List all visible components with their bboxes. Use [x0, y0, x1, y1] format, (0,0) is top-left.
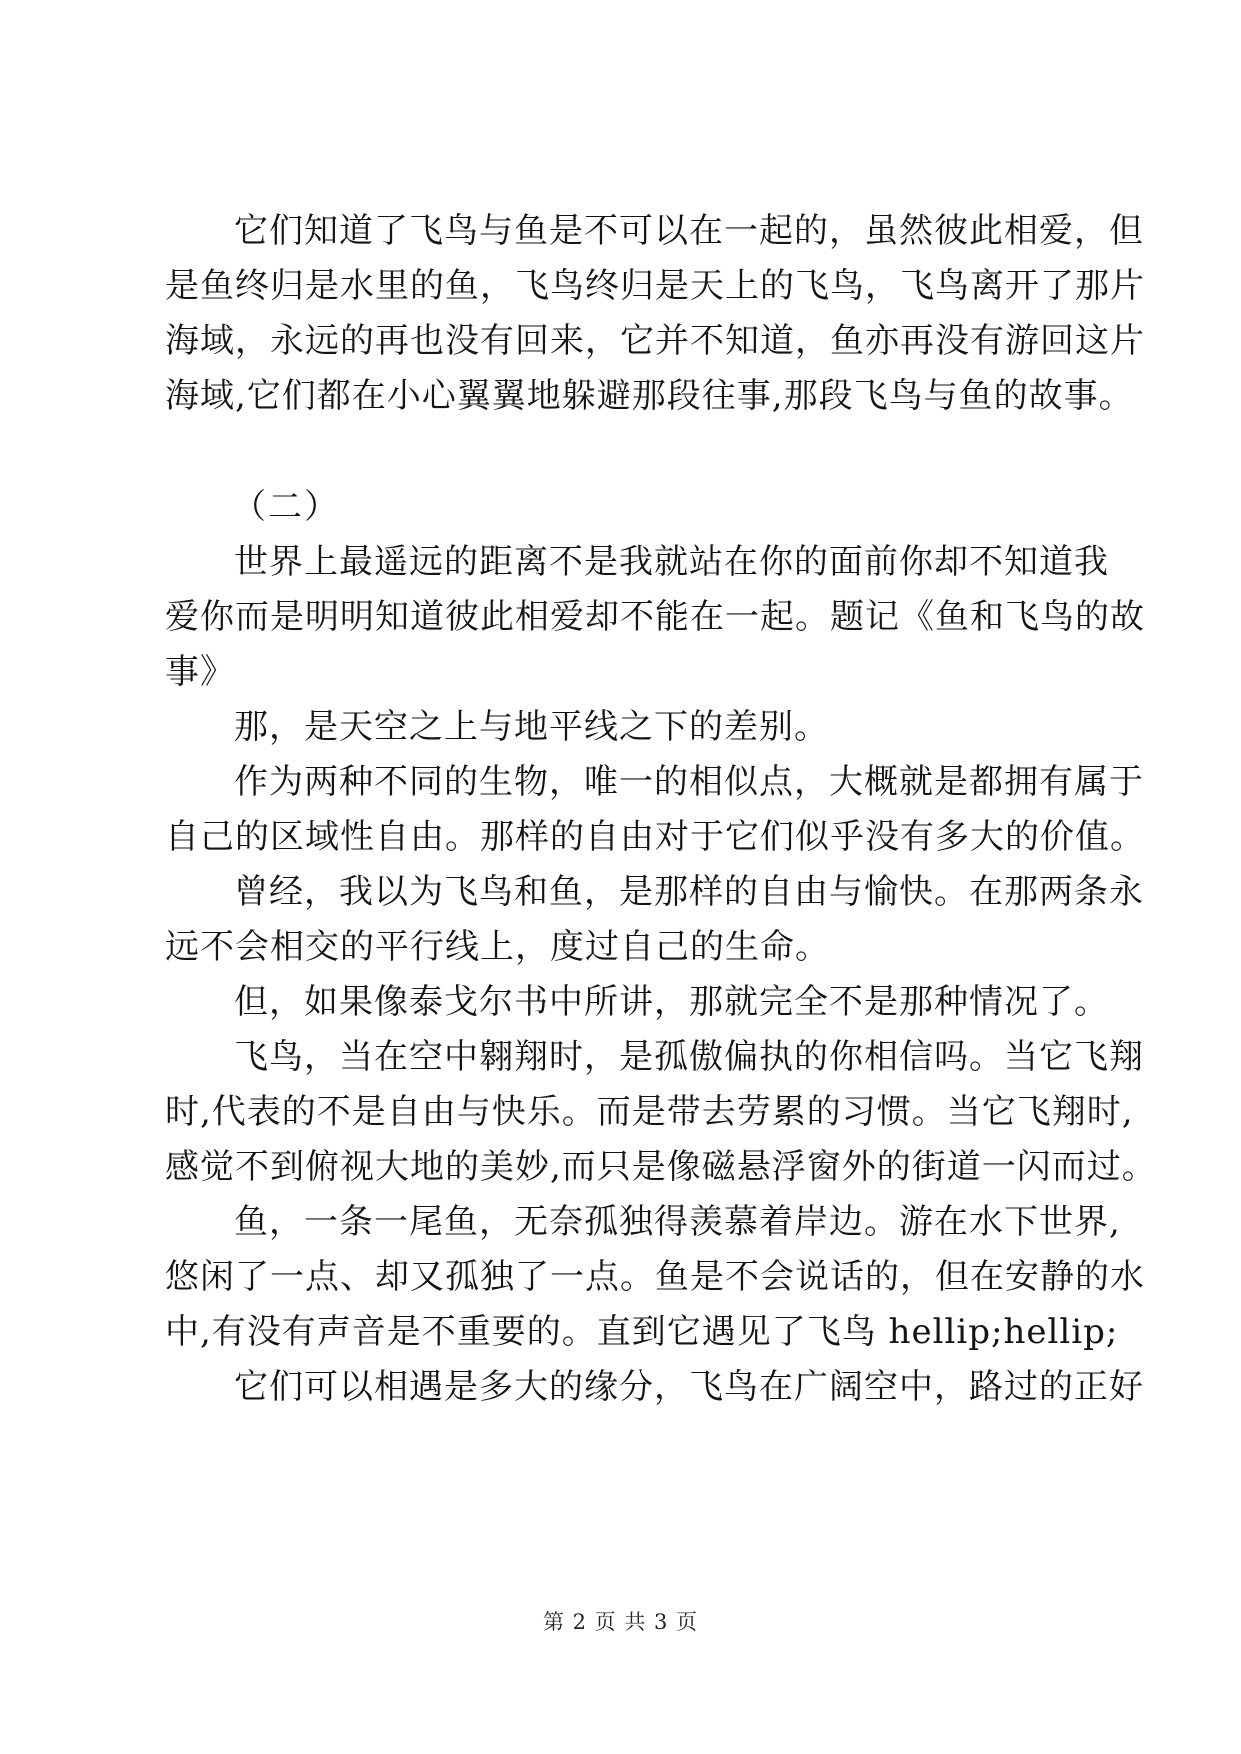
paragraph-5-line-1: 曾经，我以为飞鸟和鱼，是那样的自由与愉快。在那两条永 [234, 872, 1144, 912]
paragraph-1-line-1: 它们知道了飞鸟与鱼是不可以在一起的，虽然彼此相爱，但 [234, 211, 1144, 251]
paragraph-4-line-2: 自己的区域性自由。那样的自由对于它们似乎没有多大的价值。 [165, 817, 1145, 857]
paragraph-5-line-2: 远不会相交的平行线上，度过自己的生命。 [165, 927, 830, 967]
paragraph-7-line-1: 飞鸟，当在空中翱翔时，是孤傲偏执的你相信吗。当它飞翔 [234, 1037, 1144, 1077]
paragraph-4-line-1: 作为两种不同的生物，唯一的相似点，大概就是都拥有属于 [234, 762, 1144, 802]
paragraph-1-line-3: 海域，永远的再也没有回来，它并不知道，鱼亦再没有游回这片 [165, 321, 1145, 361]
paragraph-8-line-3: 中,有没有声音是不重要的。直到它遇见了飞鸟 hellip;hellip; [165, 1312, 1119, 1352]
paragraph-2-line-1: 世界上最遥远的距离不是我就站在你的面前你却不知道我 [234, 542, 1109, 582]
paragraph-8-line-1: 鱼，一条一尾鱼，无奈孤独得羡慕着岸边。游在水下世界, [234, 1202, 1121, 1242]
paragraph-9-line-1: 它们可以相遇是多大的缘分，飞鸟在广阔空中，路过的正好 [234, 1367, 1144, 1407]
page-number-footer: 第 2 页 共 3 页 [542, 1610, 699, 1634]
paragraph-2-line-2: 爱你而是明明知道彼此相爱却不能在一起。题记《鱼和飞鸟的故 [165, 597, 1145, 637]
paragraph-3-line-1: 那，是天空之上与地平线之下的差别。 [234, 707, 829, 747]
paragraph-2-line-3: 事》 [165, 652, 235, 692]
section-heading: （二） [232, 487, 340, 527]
paragraph-8-line-2: 悠闲了一点、却又孤独了一点。鱼是不会说话的，但在安静的水 [165, 1257, 1145, 1297]
paragraph-7-line-2: 时,代表的不是自由与快乐。而是带去劳累的习惯。当它飞翔时, [165, 1092, 1134, 1132]
paragraph-1-line-4: 海域,它们都在小心翼翼地躲避那段往事,那段飞鸟与鱼的故事。 [165, 376, 1134, 416]
paragraph-1-line-2: 是鱼终归是水里的鱼，飞鸟终归是天上的飞鸟，飞鸟离开了那片 [165, 266, 1145, 306]
paragraph-7-line-3: 感觉不到俯视大地的美妙,而只是像磁悬浮窗外的街道一闪而过。 [165, 1147, 1157, 1187]
paragraph-6-line-1: 但，如果像泰戈尔书中所讲，那就完全不是那种情况了。 [234, 982, 1109, 1022]
